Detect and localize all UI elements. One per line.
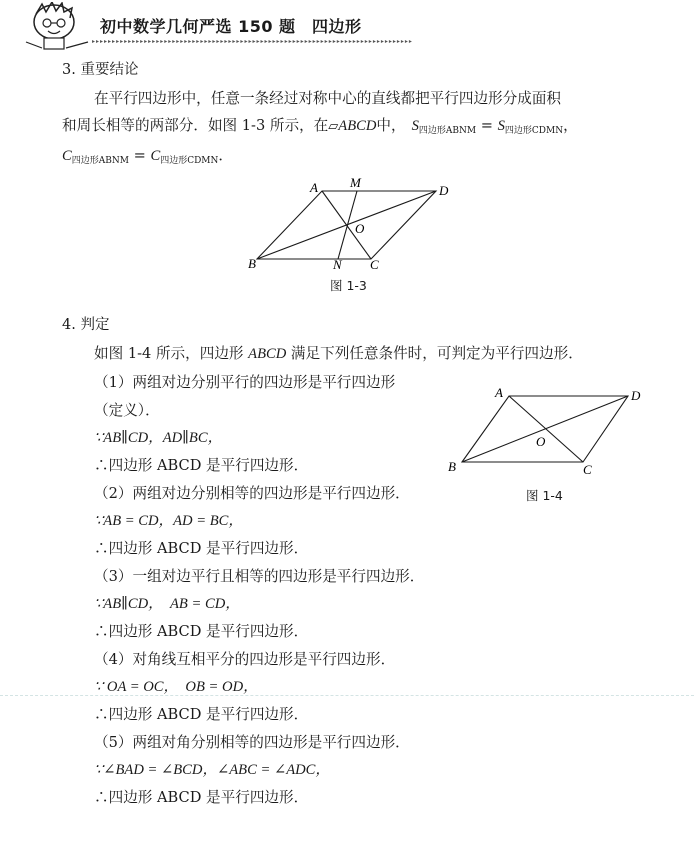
condition-4-given: ∵ OA = OC， OB = OD， xyxy=(94,679,258,695)
header-arrow-rule: ▸▸▸▸▸▸▸▸▸▸▸▸▸▸▸▸▸▸▸▸▸▸▸▸▸▸▸▸▸▸▸▸▸▸▸▸▸▸▸▸▸▸▸▸▸▸▸▸▸▸▸▸▸▸▸▸▸▸▸▸▸▸▸▸▸▸▸▸▸▸▸▸▸▸▸▸▸▸▸▸ xyxy=(92,38,413,45)
page-header-title: 初中数学几何严选 150 题 四边形 xyxy=(100,17,362,36)
section-3-heading: 3. 重要结论 xyxy=(62,62,139,78)
figure-1-3-caption: 图 1-3 xyxy=(330,278,367,293)
figure-1-3-parallelogram xyxy=(240,176,460,272)
label-b: B xyxy=(248,256,256,271)
section-3-para-line-2 xyxy=(62,116,578,141)
condition-1-conclusion: ∴四边形 ABCD 是平行四边形． xyxy=(94,457,309,474)
label-c: C xyxy=(370,257,379,272)
condition-5-line-1: （5）两组对角分别相等的四边形是平行四边形． xyxy=(94,734,410,751)
label-n: N xyxy=(333,257,342,272)
cartoon-mascot-icon xyxy=(18,2,94,50)
condition-2-conclusion: ∴四边形 ABCD 是平行四边形． xyxy=(94,540,309,557)
condition-3-given: ∵AB∥CD， AB = CD， xyxy=(94,596,240,612)
figure-1-4-caption: 图 1-4 xyxy=(526,488,563,503)
condition-3-conclusion: ∴四边形 ABCD 是平行四边形． xyxy=(94,623,309,640)
diagonal-bd xyxy=(462,396,628,462)
perimeter-formula: $C_{四边形ABNM} = C_{四边形CDMN}$． xyxy=(62,147,234,166)
condition-2-given: ∵AB = CD，AD = BC， xyxy=(94,513,243,529)
condition-1-line-2: （定义）． xyxy=(94,402,160,419)
label-a: A xyxy=(310,180,318,195)
label-o: O xyxy=(355,221,365,236)
parallelogram-symbol: ▱ xyxy=(328,119,339,134)
label-c: C xyxy=(583,462,592,477)
abcd-label: ABCD xyxy=(338,118,377,134)
condition-2-line-1: （2）两组对边分别相等的四边形是平行四边形． xyxy=(94,485,410,502)
label-a: A xyxy=(495,385,503,400)
section-4-intro: 如图 1-4 所示，四边形 ABCD 满足下列任意条件时，可判定为平行四边形． xyxy=(94,345,583,362)
area-formula: $S_{四边形ABNM} = S_{四边形CDMN}$， xyxy=(411,117,578,136)
condition-1-line-1: （1）两组对边分别平行的四边形是平行四边形 xyxy=(94,374,396,391)
condition-4-conclusion: ∴四边形 ABCD 是平行四边形． xyxy=(94,706,309,723)
condition-1-given: ∵AB∥CD，AD∥BC， xyxy=(94,430,223,446)
label-d: D xyxy=(439,183,449,198)
label-o: O xyxy=(536,434,546,449)
para-text: 中， xyxy=(376,117,406,134)
condition-5-conclusion: ∴四边形 ABCD 是平行四边形． xyxy=(94,789,309,806)
section-4-heading: 4. 判定 xyxy=(62,317,110,333)
para-text: 和周长相等的两部分．如图 1-3 所示，在 xyxy=(62,117,329,134)
label-m: M xyxy=(350,176,361,190)
condition-5-given: ∵∠BAD = ∠BCD，∠ABC = ∠ADC， xyxy=(94,762,330,778)
condition-3-line-1: （3）一组对边平行且相等的四边形是平行四边形． xyxy=(94,568,425,585)
label-b: B xyxy=(448,459,456,474)
figure-1-4-parallelogram xyxy=(440,382,650,482)
section-3-para-line-1: 在平行四边形中，任意一条经过对称中心的直线都把平行四边形分成面积 xyxy=(94,90,562,107)
label-d: D xyxy=(631,388,641,403)
condition-4-line-1: （4）对角线互相平分的四边形是平行四边形． xyxy=(94,651,396,668)
